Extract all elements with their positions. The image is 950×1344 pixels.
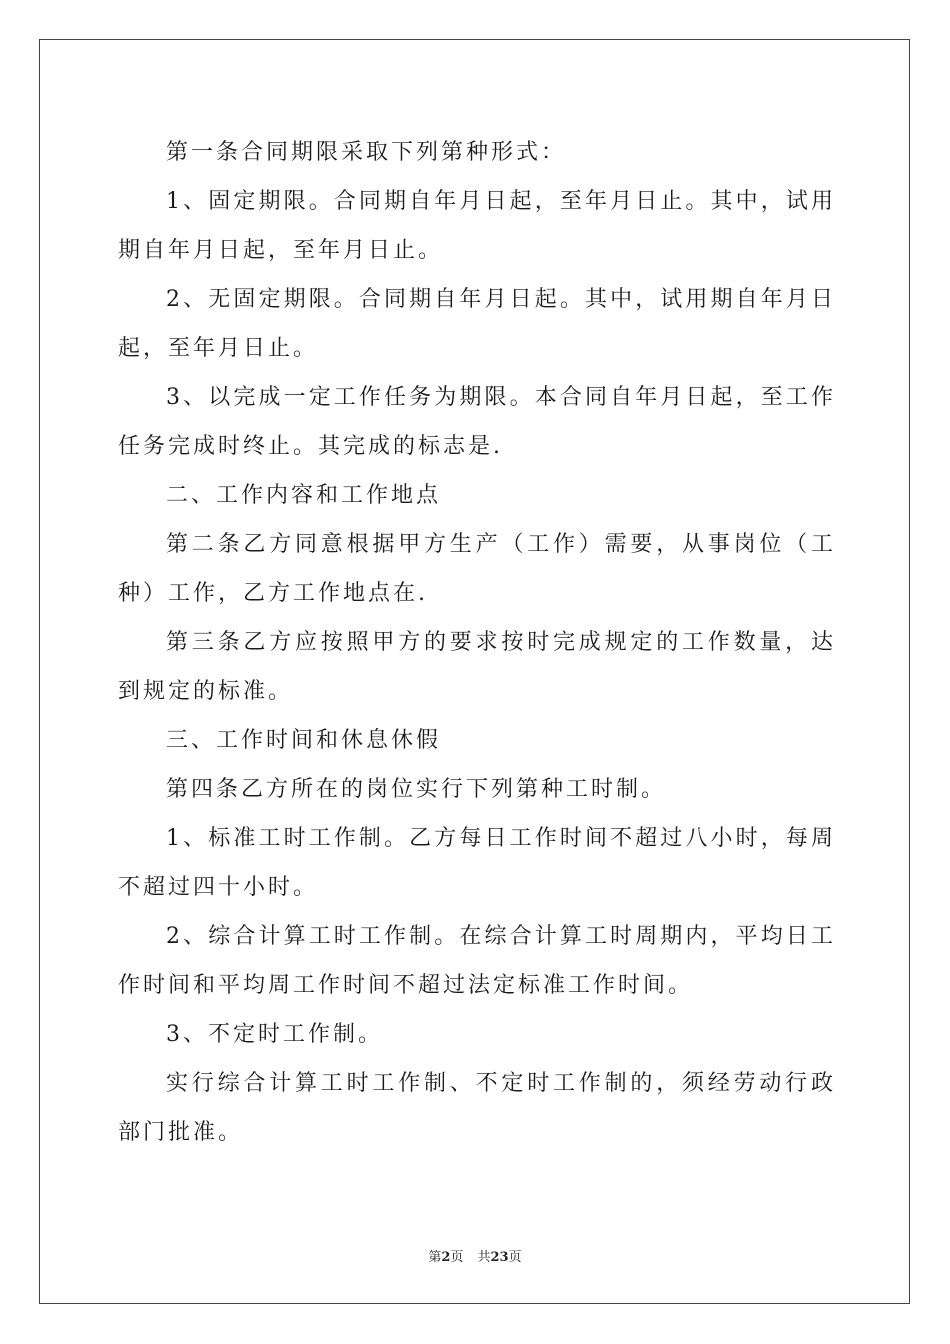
- page-footer: [0, 1246, 950, 1265]
- total-page-count: 23: [490, 1250, 509, 1265]
- total-label-prefix: 共: [477, 1250, 491, 1265]
- paragraph: 第三条乙方应按照甲方的要求按时完成规定的工作数量，达到规定的标准。: [118, 630, 836, 704]
- paragraph: 第二条乙方同意根据甲方生产（工作）需要，从事岗位（工种）工作，乙方工作地点在.: [118, 532, 836, 606]
- page-label-suffix: 页: [450, 1250, 464, 1265]
- paragraph: 2、无固定期限。合同期自年月日起。其中，试用期自年月日起，至年月日止。: [118, 287, 836, 361]
- section-heading: 二、工作内容和工作地点: [166, 483, 442, 508]
- paragraph: 第一条合同期限采取下列第种形式：: [166, 140, 567, 165]
- paragraph: 2、综合计算工时工作制。在综合计算工时周期内，平均日工作时间和平均周工作时间不超过法定标准工作时间。: [118, 924, 836, 998]
- current-page-number: 2: [441, 1250, 451, 1265]
- paragraph: 实行综合计算工时工作制、不定时工作制的，须经劳动行政部门批准。: [118, 1071, 836, 1145]
- paragraph: 3、不定时工作制。: [166, 1022, 383, 1047]
- document-body: [118, 128, 836, 1157]
- paragraph: 1、固定期限。合同期自年月日起，至年月日止。其中，试用期自年月日起，至年月日止。: [118, 189, 836, 263]
- page-label-prefix: 第: [428, 1250, 442, 1265]
- paragraph: 3、以完成一定工作任务为期限。本合同自年月日起，至工作任务完成时终止。其完成的标志是.: [118, 385, 836, 459]
- section-heading: 三、工作时间和休息休假: [166, 728, 442, 753]
- paragraph: 1、标准工时工作制。乙方每日工作时间不超过八小时，每周不超过四十小时。: [118, 826, 836, 900]
- paragraph: 第四条乙方所在的岗位实行下列第种工时制。: [166, 777, 667, 802]
- total-label-suffix: 页: [508, 1250, 522, 1265]
